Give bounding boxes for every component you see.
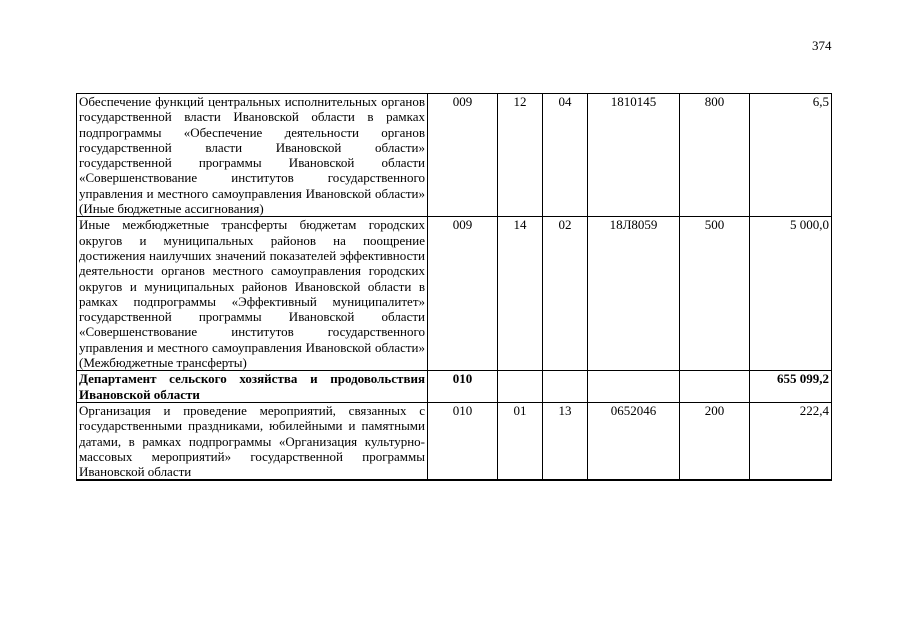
row-description: Организация и проведение мероприятий, связанных с государственными праздниками, юбилейными и памятными датами, в рамках подпрограммы «Организация культурно-массовых мероприятий» государственной программы Ивановской области — [79, 402, 425, 479]
budget-table — [76, 93, 832, 481]
row-description: Иные межбюджетные трансферты бюджетам городских округов и муниципальных районов на поощрение достижения наилучших значений показателей эффективности деятельности органов местного самоуправления городских округов и муниципальных районов Ивановской области в рамках подпрограммы «Эффективный муниципалитет» государственной программы Ивановской области «Совершенствование институтов государственного управления и местного самоуправления Ивановской области» (Межбюджетные трансферты) — [77, 217, 428, 371]
ved-code: 010 — [428, 402, 498, 480]
section-code: 12 — [498, 94, 543, 217]
subsection-code: 02 — [543, 217, 588, 371]
department-total: 655 099,2 — [750, 371, 832, 403]
department-row — [77, 371, 832, 403]
page-number: 374 — [812, 38, 832, 53]
expense-type-code: 800 — [680, 94, 750, 217]
amount: 5 000,0 — [750, 217, 832, 371]
row-description-cell — [77, 402, 428, 480]
amount: 6,5 — [750, 94, 832, 217]
subsection-code: 13 — [543, 402, 588, 480]
section-code: 14 — [498, 217, 543, 371]
ved-code: 009 — [428, 94, 498, 217]
target-article-code — [588, 371, 680, 403]
table-row — [77, 94, 832, 217]
ved-code: 010 — [428, 371, 498, 403]
target-article-code: 0652046 — [588, 402, 680, 480]
expense-type-code — [680, 371, 750, 403]
department-name: Департамент сельского хозяйства и продовольствия Ивановской области — [77, 371, 428, 403]
section-code: 01 — [498, 402, 543, 480]
amount: 222,4 — [750, 402, 832, 480]
row-description: Обеспечение функций центральных исполнительных органов государственной власти Ивановской области в рамках подпрограммы «Обеспечение деятельности органов государственной власти Ивановской области» государственной программы Ивановской области «Совершенствование институтов государственного управления и местного самоуправления Ивановской области» (Иные бюджетные ассигнования) — [77, 94, 428, 217]
target-article-code: 1810145 — [588, 94, 680, 217]
expense-type-code: 500 — [680, 217, 750, 371]
subsection-code: 04 — [543, 94, 588, 217]
table-row — [77, 402, 832, 480]
ved-code: 009 — [428, 217, 498, 371]
section-code — [498, 371, 543, 403]
expense-type-code: 200 — [680, 402, 750, 480]
target-article-code: 18Л8059 — [588, 217, 680, 371]
table-row — [77, 217, 832, 371]
subsection-code — [543, 371, 588, 403]
